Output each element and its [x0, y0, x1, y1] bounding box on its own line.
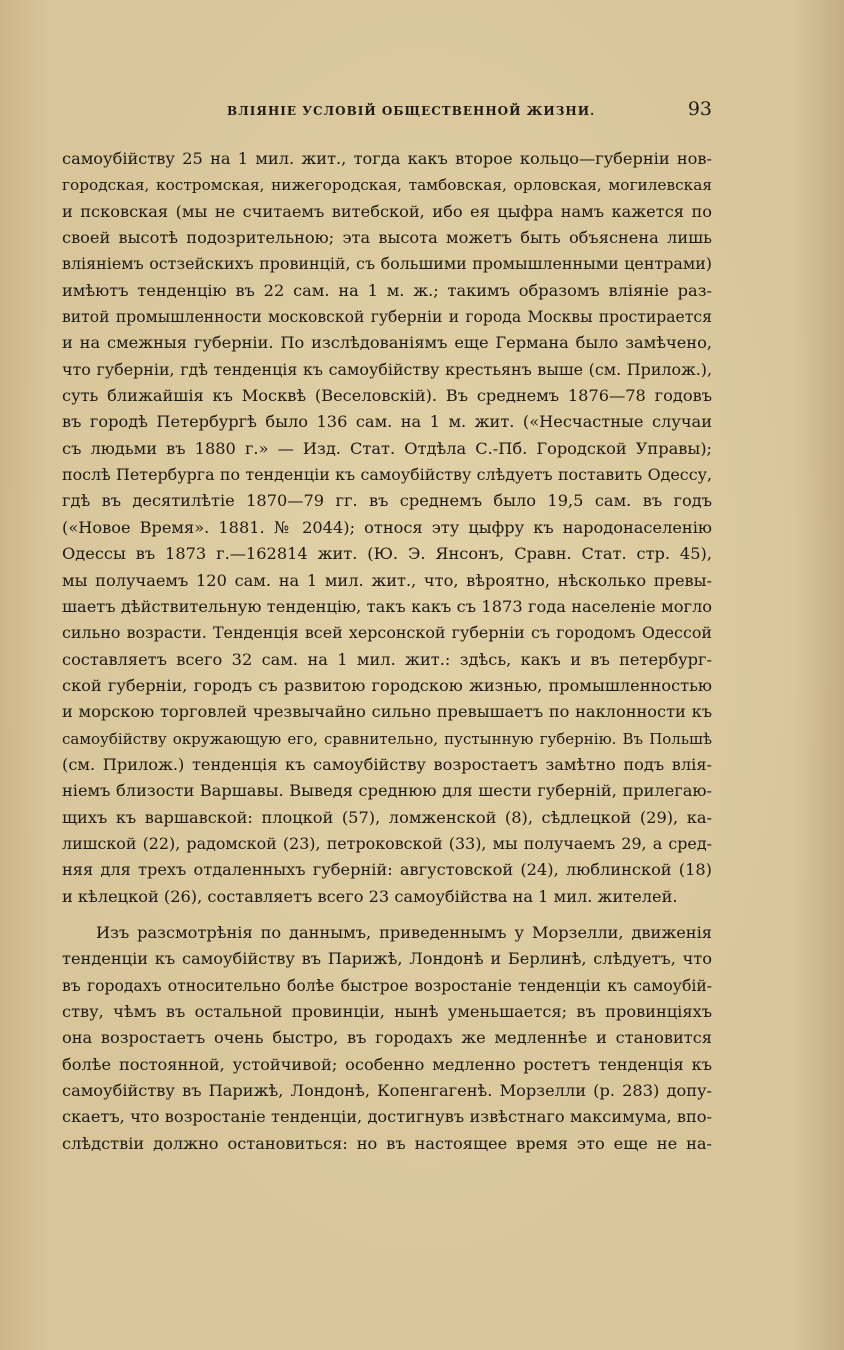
text-line: городская, костромская, нижегородская, тамбовская, орловская, могилевская — [62, 176, 712, 195]
text-line: въ городахъ относительно болѣе быстрое возростаніе тенденціи къ самоубій- — [62, 976, 712, 995]
text-line: мы получаемъ 120 сам. на 1 мил. жит., что, вѣроятно, нѣсколько превы- — [62, 570, 712, 590]
text-line: самоубійству окружающую его, сравнительно, пустынную губернію. Въ Польшѣ — [62, 729, 712, 748]
text-line: самоубійству въ Парижѣ, Лондонѣ, Копенгагенѣ. Морзелли (р. 283) допу- — [62, 1081, 712, 1101]
text-line: шаетъ дѣйствительную тенденцію, такъ какъ съ 1873 года населеніе могло — [62, 596, 712, 616]
text-line: Одессы въ 1873 г.—162814 жит. (Ю. Э. Янсонъ, Сравн. Стат. стр. 45), — [62, 544, 712, 564]
text-line: и кѣлецкой (26), составляетъ всего 23 самоубійства на 1 мил. жителей. — [62, 886, 678, 906]
text-line: вліяніемъ остзейскихъ провинцій, съ большими промышленными центрами) — [62, 254, 712, 274]
text-line: имѣютъ тенденцію въ 22 сам. на 1 м. ж.; такимъ образомъ вліяніе раз- — [62, 280, 712, 300]
body-text — [62, 146, 712, 1157]
text-line: и морскою торговлей чрезвычайно сильно превышаетъ по наклонности къ — [62, 702, 712, 722]
text-line: и псковская (мы не считаемъ витебской, ибо ея цыфра намъ кажется по — [62, 201, 712, 221]
text-line: («Новое Время». 1881. № 2044); относя эту цыфру къ народонаселенію — [62, 517, 712, 537]
text-line: послѣ Петербурга по тенденціи къ самоубійству слѣдуетъ поставить Одессу, — [62, 465, 712, 485]
text-line: въ городѣ Петербургѣ было 136 сам. на 1 м. жит. («Несчастные случаи — [62, 412, 712, 432]
text-line: слѣдствіи должно остановиться: но въ настоящее время это еще не на- — [62, 1133, 712, 1153]
page-number: 93 — [687, 98, 712, 120]
text-line: ству, чѣмъ въ остальной провинціи, нынѣ уменьшается; въ провинціяхъ — [62, 1002, 712, 1021]
text-line: витой промышленности московской губерніи и города Москвы простирается — [62, 308, 712, 327]
text-line: составляетъ всего 32 сам. на 1 мил. жит.: здѣсь, какъ и въ петербург- — [62, 649, 712, 669]
text-line: что губерніи, гдѣ тенденція къ самоубійству крестьянъ выше (см. Прилож.), — [62, 359, 712, 379]
text-line: лишской (22), радомской (23), петроковской (33), мы получаемъ 29, а сред- — [62, 833, 712, 853]
text-line: няя для трехъ отдаленныхъ губерній: августовской (24), люблинской (18) — [62, 860, 712, 880]
text-line: она возростаетъ очень быстро, въ городахъ же медленнѣе и становится — [62, 1028, 712, 1048]
text-line: скаетъ, что возростаніе тенденціи, достигнувъ извѣстнаго максимума, впо- — [62, 1107, 712, 1127]
text-line: суть ближайшія къ Москвѣ (Веселовскій). Въ среднемъ 1876—78 годовъ — [62, 386, 712, 406]
text-line: и на смежныя губерніи. По изслѣдованіямъ еще Германа было замѣчено, — [62, 333, 712, 353]
text-line: сильно возрасти. Тенденція всей херсонской губерніи съ городомъ Одессой — [62, 623, 712, 643]
paragraph-2 — [62, 920, 712, 1157]
text-line: Изъ разсмотрѣнія по даннымъ, приведеннымъ у Морзелли, движенія — [96, 922, 712, 942]
text-line: ніемъ близости Варшавы. Выведя среднюю для шести губерній, прилегаю- — [62, 781, 712, 801]
page-header — [62, 98, 712, 128]
text-line: гдѣ въ десятилѣтіе 1870—79 гг. въ среднемъ было 19,5 сам. въ годъ — [62, 491, 712, 511]
text-line: болѣе постоянной, устойчивой; особенно медленно ростетъ тенденція къ — [62, 1054, 712, 1074]
text-line: ской губерніи, городъ съ развитою городскою жизнью, промышленностью — [62, 675, 712, 695]
paragraph-1 — [62, 146, 712, 910]
text-line: своей высотѣ подозрительною; эта высота можетъ быть объяснена лишь — [62, 228, 712, 248]
running-head: ВЛІЯНІЕ УСЛОВІЙ ОБЩЕСТВЕННОЙ ЖИЗНИ. — [227, 104, 596, 118]
text-line: тенденціи къ самоубійству въ Парижѣ, Лондонѣ и Берлинѣ, слѣдуетъ, что — [62, 949, 712, 969]
text-line: съ людьми въ 1880 г.» — Изд. Стат. Отдѣла С.-Пб. Городской Управы); — [62, 438, 712, 458]
text-line: щихъ къ варшавской: плоцкой (57), ломженской (8), сѣдлецкой (29), ка- — [62, 807, 712, 827]
text-line: (см. Прилож.) тенденція къ самоубійству возростаетъ замѣтно подъ влія- — [62, 754, 712, 774]
text-line: самоубійству 25 на 1 мил. жит., тогда какъ второе кольцо—губерніи нов- — [62, 149, 712, 168]
